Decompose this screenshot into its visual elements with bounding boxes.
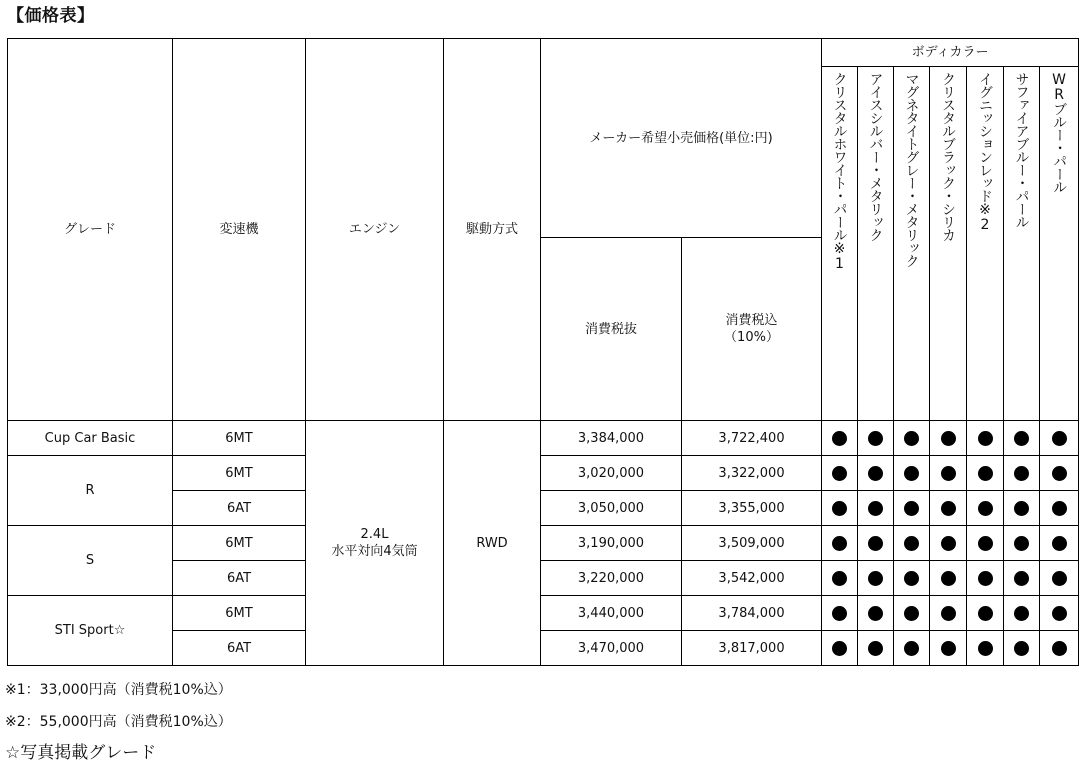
- header-row-1: [8, 39, 1079, 67]
- grade-cell: STI Sport☆: [8, 596, 173, 666]
- color-header: [967, 67, 1004, 421]
- available-dot-icon: [978, 606, 993, 621]
- table-row: [8, 421, 1079, 456]
- available-dot-icon: [832, 501, 847, 516]
- available-dot-icon: [904, 466, 919, 481]
- available-dot-icon: [832, 641, 847, 656]
- color-name: WRブルー・パール: [1051, 72, 1068, 193]
- available-dot-icon: [978, 641, 993, 656]
- available-dot-icon: [868, 431, 883, 446]
- footnote-photo-grade: ☆写真掲載グレード: [5, 743, 157, 763]
- table-row: [8, 456, 1079, 491]
- price-ex-tax-cell: 3,020,000: [541, 456, 682, 491]
- available-dot-icon: [1014, 431, 1029, 446]
- available-dot-icon: [941, 536, 956, 551]
- available-dot-icon: [904, 536, 919, 551]
- available-dot-icon: [1014, 466, 1029, 481]
- available-dot-icon: [904, 431, 919, 446]
- available-dot-icon: [941, 571, 956, 586]
- color-name: クリスタルブラック・シリカ: [940, 72, 957, 241]
- transmission-cell: 6AT: [173, 491, 306, 526]
- transmission-cell: 6MT: [173, 421, 306, 456]
- available-dot-icon: [832, 536, 847, 551]
- color-name: イグニッションレッド※2: [977, 72, 994, 232]
- color-header: [930, 67, 967, 421]
- available-dot-icon: [941, 641, 956, 656]
- color-header: [822, 67, 858, 421]
- available-dot-icon: [904, 571, 919, 586]
- transmission-cell: 6MT: [173, 596, 306, 631]
- engine-cell: [306, 421, 444, 666]
- price-ex-tax-cell: 3,440,000: [541, 596, 682, 631]
- available-dot-icon: [832, 431, 847, 446]
- available-dot-icon: [978, 501, 993, 516]
- available-dot-icon: [868, 536, 883, 551]
- available-dot-icon: [868, 571, 883, 586]
- header-engine: エンジン: [306, 39, 444, 421]
- color-name: クリスタルホワイト・パール※1: [831, 72, 848, 271]
- available-dot-icon: [1014, 641, 1029, 656]
- header-price-group: メーカー希望小売価格(単位:円): [541, 39, 822, 238]
- price-ex-tax-cell: 3,190,000: [541, 526, 682, 561]
- header-grade: グレード: [8, 39, 173, 421]
- available-dot-icon: [832, 571, 847, 586]
- available-dot-icon: [904, 641, 919, 656]
- price-inc-tax-cell: 3,322,000: [682, 456, 822, 491]
- available-dot-icon: [978, 571, 993, 586]
- color-name: マグネタイトグレー・メタリック: [903, 72, 920, 267]
- header-price-inc-tax: [682, 238, 822, 421]
- available-dot-icon: [868, 501, 883, 516]
- available-dot-icon: [868, 466, 883, 481]
- available-dot-icon: [904, 501, 919, 516]
- header-transmission: 変速機: [173, 39, 306, 421]
- available-dot-icon: [868, 606, 883, 621]
- available-dot-icon: [1014, 501, 1029, 516]
- available-dot-icon: [1052, 466, 1067, 481]
- available-dot-icon: [978, 466, 993, 481]
- grade-cell: S: [8, 526, 173, 596]
- available-dot-icon: [868, 641, 883, 656]
- available-dot-icon: [978, 431, 993, 446]
- available-dot-icon: [1052, 501, 1067, 516]
- transmission-cell: 6MT: [173, 526, 306, 561]
- price-inc-tax-cell: 3,722,400: [682, 421, 822, 456]
- color-header: [894, 67, 930, 421]
- available-dot-icon: [1052, 431, 1067, 446]
- color-header: [1040, 67, 1079, 421]
- available-dot-icon: [941, 606, 956, 621]
- page-title: 【価格表】: [7, 6, 95, 26]
- price-inc-tax-cell: 3,817,000: [682, 631, 822, 666]
- available-dot-icon: [1014, 571, 1029, 586]
- transmission-cell: 6MT: [173, 456, 306, 491]
- header-drive: 駆動方式: [444, 39, 541, 421]
- drive-cell: RWD: [444, 421, 541, 666]
- header-body-color: ボディカラー: [822, 39, 1079, 67]
- color-name: アイスシルバー・メタリック: [867, 72, 884, 241]
- price-table: [7, 38, 1079, 666]
- header-price-inc-tax-line2: （10%）: [724, 330, 779, 345]
- engine-line1: 2.4L: [360, 527, 389, 542]
- available-dot-icon: [832, 466, 847, 481]
- available-dot-icon: [941, 501, 956, 516]
- available-dot-icon: [978, 536, 993, 551]
- price-ex-tax-cell: 3,470,000: [541, 631, 682, 666]
- available-dot-icon: [904, 606, 919, 621]
- table-row: [8, 596, 1079, 631]
- header-price-ex-tax: 消費税抜: [541, 238, 682, 421]
- footnote-2: ※2：55,000円高（消費税10%込）: [5, 714, 232, 730]
- available-dot-icon: [1014, 606, 1029, 621]
- header-price-inc-tax-line1: 消費税込: [725, 313, 778, 328]
- footnote-1: ※1：33,000円高（消費税10%込）: [5, 682, 232, 698]
- color-header: [1004, 67, 1040, 421]
- color-header: [858, 67, 894, 421]
- engine-line2: 水平対向4気筒: [331, 544, 418, 559]
- color-name: サファイアブルー・パール: [1013, 72, 1030, 228]
- price-ex-tax-cell: 3,384,000: [541, 421, 682, 456]
- available-dot-icon: [941, 466, 956, 481]
- available-dot-icon: [1014, 536, 1029, 551]
- available-dot-icon: [1052, 641, 1067, 656]
- table-row: [8, 526, 1079, 561]
- available-dot-icon: [1052, 571, 1067, 586]
- transmission-cell: 6AT: [173, 561, 306, 596]
- grade-cell: R: [8, 456, 173, 526]
- price-ex-tax-cell: 3,050,000: [541, 491, 682, 526]
- available-dot-icon: [832, 606, 847, 621]
- price-inc-tax-cell: 3,542,000: [682, 561, 822, 596]
- available-dot-icon: [1052, 606, 1067, 621]
- price-inc-tax-cell: 3,509,000: [682, 526, 822, 561]
- grade-cell: Cup Car Basic: [8, 421, 173, 456]
- transmission-cell: 6AT: [173, 631, 306, 666]
- available-dot-icon: [941, 431, 956, 446]
- available-dot-icon: [1052, 536, 1067, 551]
- price-inc-tax-cell: 3,355,000: [682, 491, 822, 526]
- price-ex-tax-cell: 3,220,000: [541, 561, 682, 596]
- price-inc-tax-cell: 3,784,000: [682, 596, 822, 631]
